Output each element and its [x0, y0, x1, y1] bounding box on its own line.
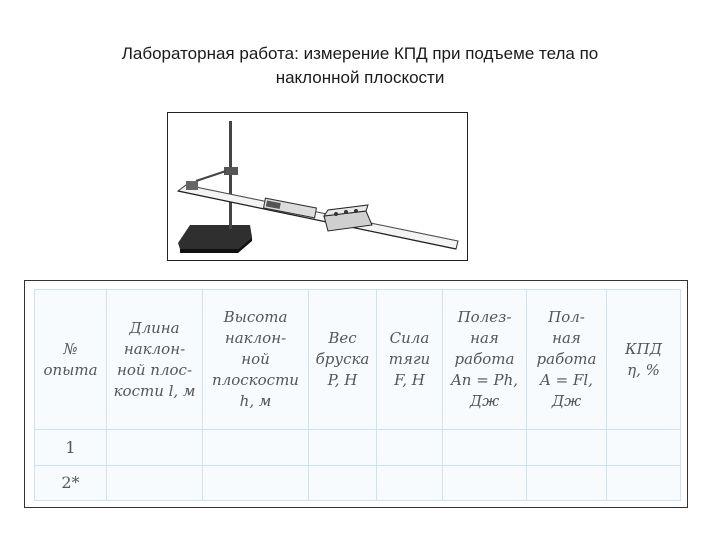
table-cell — [443, 465, 527, 501]
header-line: работа — [536, 350, 597, 368]
col-header-experiment-number — [35, 290, 107, 430]
header-line: ная — [470, 329, 499, 347]
header-line: опыта — [43, 360, 98, 379]
header-line: кости l, м — [113, 381, 196, 400]
table-cell — [309, 465, 377, 501]
table-cell — [443, 430, 527, 466]
table-cell — [607, 430, 681, 466]
header-line: бруска — [315, 350, 370, 368]
header-line: Полез- — [457, 308, 512, 326]
header-line: наклон- — [224, 329, 287, 347]
table-cell — [107, 465, 203, 501]
inclined-plane-apparatus-drawing — [168, 113, 467, 260]
header-line: A = Fl, — [540, 371, 593, 389]
header-line: наклон- — [123, 339, 186, 358]
table-cell — [527, 465, 607, 501]
table-header-row — [35, 290, 681, 430]
clamp-arm — [196, 171, 226, 181]
slide-title-line-1: Лабораторная работа: измерение КПД при подъеме тела по — [121, 44, 599, 63]
block-weight-3 — [354, 209, 358, 213]
header-line: КПД — [625, 339, 662, 358]
col-header-pulling-force — [377, 290, 443, 430]
top-block — [186, 181, 198, 190]
col-header-block-weight — [309, 290, 377, 430]
col-header-useful-work — [443, 290, 527, 430]
block-weight-1 — [334, 212, 338, 216]
table-cell — [107, 430, 203, 466]
row-number: 1 — [35, 430, 107, 466]
header-line: ной — [241, 350, 270, 368]
header-line: тяги — [388, 350, 431, 368]
header-line: Вес — [328, 329, 357, 347]
col-header-efficiency — [607, 290, 681, 430]
header-line: Сила — [389, 329, 430, 347]
header-line: ной плос- — [116, 360, 193, 379]
results-table — [34, 289, 681, 501]
results-table-frame — [24, 280, 688, 508]
header-line: F, Н — [394, 371, 425, 389]
header-line: работа — [454, 350, 515, 368]
block-weight-2 — [344, 210, 348, 214]
table-row — [35, 465, 681, 501]
header-line: Дж — [551, 392, 582, 410]
table-cell — [607, 465, 681, 501]
table-cell — [203, 465, 309, 501]
header-line: P, Н — [327, 371, 358, 389]
slide-title — [40, 42, 680, 90]
col-header-plane-length — [107, 290, 203, 430]
header-line: Высота — [223, 308, 288, 326]
table-row — [35, 430, 681, 466]
header-line: Пол- — [548, 308, 585, 326]
slide-title-line-2: наклонной плоскости — [275, 68, 445, 87]
col-header-total-work — [527, 290, 607, 430]
header-line: ная — [552, 329, 581, 347]
header-line: Дж — [469, 392, 500, 410]
table-cell — [309, 430, 377, 466]
header-line: h, м — [239, 392, 272, 410]
apparatus-figure — [167, 112, 468, 261]
row-number: 2* — [35, 465, 107, 501]
header-line: Aп = Ph, — [450, 371, 519, 389]
header-line: № — [63, 339, 78, 358]
table-cell — [203, 430, 309, 466]
header-line: Длина — [129, 318, 180, 337]
header-line: η, % — [627, 360, 660, 379]
header-line: плоскости — [212, 371, 299, 389]
table-cell — [377, 465, 443, 501]
stand-base — [178, 225, 252, 249]
table-cell — [377, 430, 443, 466]
table-cell — [527, 430, 607, 466]
stand-clamp — [224, 167, 238, 175]
col-header-plane-height — [203, 290, 309, 430]
